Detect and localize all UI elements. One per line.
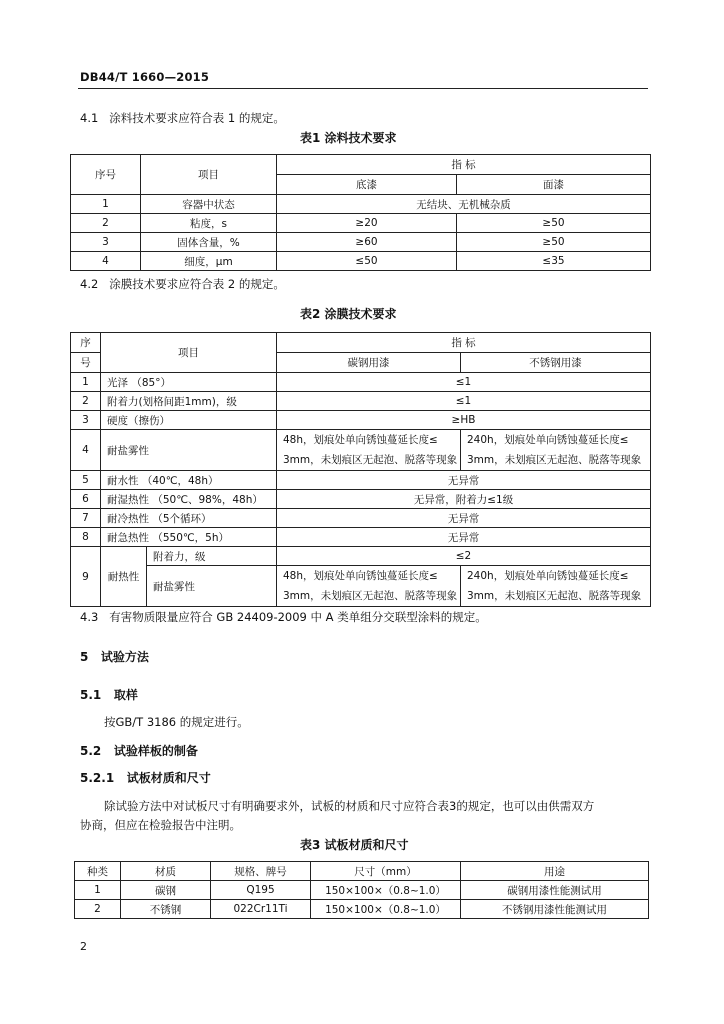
clause-4-3 — [80, 609, 487, 625]
t3-header-usage: 用途 — [461, 862, 649, 881]
cell-primer: ≤50 — [277, 252, 457, 271]
section-number: 5.1 — [80, 688, 102, 702]
t1-header-index: 指 标 — [277, 155, 651, 175]
cell-value: 无异常 — [277, 471, 651, 490]
t3-header-type: 种类 — [75, 862, 121, 881]
section-number: 5.2 — [80, 744, 102, 758]
cell-item: 容器中状态 — [141, 195, 277, 214]
t2-header-stainless: 不锈钢用漆 — [461, 353, 651, 373]
cell-item: 附着力(划格间距1mm)，级 — [101, 392, 277, 411]
section-5-2-1-body-line1: 除试验方法中对试板尺寸有明确要求外，试板的材质和尺寸应符合表3的规定，也可以由供需双方 — [104, 799, 595, 813]
clause-text: 涂膜技术要求应符合表 2 的规定。 — [109, 277, 285, 291]
table3-caption: 表3 试板材质和尺寸 — [300, 838, 409, 852]
section-title: 试验样板的制备 — [113, 744, 198, 758]
cell-seq: 2 — [71, 214, 141, 233]
clause-text: 涂料技术要求应符合表 1 的规定。 — [109, 111, 285, 125]
section-5-heading — [80, 648, 149, 665]
cell-usage: 不锈钢用漆性能测试用 — [461, 900, 649, 919]
table-row — [71, 252, 651, 271]
cell-text-line: 48h，划痕处单向锈蚀蔓延长度≤ — [283, 570, 438, 582]
page-number: 2 — [80, 940, 87, 953]
table1 — [70, 154, 651, 271]
table-header-row — [75, 862, 649, 881]
cell-value: 无异常，附着力≤1级 — [277, 490, 651, 509]
cell-item: 耐急热性 （550℃，5h） — [101, 528, 277, 547]
cell-seq: 8 — [71, 528, 101, 547]
table-row — [71, 214, 651, 233]
cell-value: ≤2 — [277, 547, 651, 566]
cell-stainless — [461, 430, 651, 471]
t2-header-seq-top: 序 — [71, 333, 101, 353]
table-row — [71, 430, 651, 471]
clause-number: 4.3 — [80, 610, 99, 624]
table3 — [74, 861, 649, 919]
cell-text-line: 3mm，未划痕区无起泡、脱落等现象 — [467, 590, 642, 602]
cell-subitem: 耐盐雾性 — [147, 566, 277, 607]
table-row — [71, 411, 651, 430]
section-number: 5 — [80, 650, 89, 664]
cell-seq: 3 — [71, 233, 141, 252]
cell-seq: 9 — [71, 547, 101, 607]
clause-text: 有害物质限量应符合 GB 24409-2009 中 A 类单组分交联型涂料的规定。 — [109, 610, 487, 624]
section-title: 试验方法 — [100, 650, 149, 664]
cell-topcoat: ≤35 — [457, 252, 651, 271]
cell-stainless — [461, 566, 651, 607]
cell-seq: 6 — [71, 490, 101, 509]
cell-item: 光泽 （85°） — [101, 373, 277, 392]
clause-4-2 — [80, 276, 285, 292]
table-row — [75, 900, 649, 919]
section-5-1-heading — [80, 686, 138, 703]
t3-header-grade: 规格、牌号 — [211, 862, 311, 881]
t2-header-index: 指 标 — [277, 333, 651, 353]
cell-usage: 碳钢用漆性能测试用 — [461, 881, 649, 900]
section-title: 试板材质和尺寸 — [126, 771, 211, 785]
section-title: 取样 — [113, 688, 138, 702]
cell-text-line: 3mm，未划痕区无起泡、脱落等现象 — [283, 590, 458, 602]
cell-seq: 1 — [71, 373, 101, 392]
cell-text-line: 48h，划痕处单向锈蚀蔓延长度≤ — [283, 434, 438, 446]
t2-header-item: 项目 — [101, 333, 277, 373]
cell-subitem: 附着力，级 — [147, 547, 277, 566]
cell-topcoat: ≥50 — [457, 233, 651, 252]
cell-item: 硬度（擦伤） — [101, 411, 277, 430]
table-row — [71, 195, 651, 214]
cell-item: 耐冷热性 （5个循环） — [101, 509, 277, 528]
cell-type: 2 — [75, 900, 121, 919]
cell-item: 细度，μm — [141, 252, 277, 271]
cell-carbon — [277, 430, 461, 471]
cell-seq: 1 — [71, 195, 141, 214]
cell-grade: Q195 — [211, 881, 311, 900]
section-5-2-1-body-line2: 协商，但应在检验报告中注明。 — [80, 818, 241, 832]
cell-seq: 5 — [71, 471, 101, 490]
cell-text-line: 3mm，未划痕区无起泡、脱落等现象 — [283, 454, 458, 466]
table-row — [71, 373, 651, 392]
cell-material: 碳钢 — [121, 881, 211, 900]
clause-4-1 — [80, 110, 285, 126]
table-row — [71, 547, 651, 566]
cell-material: 不锈钢 — [121, 900, 211, 919]
cell-primer: ≥20 — [277, 214, 457, 233]
t1-header-topcoat: 面漆 — [457, 175, 651, 195]
cell-value: 无结块、无机械杂质 — [277, 195, 651, 214]
t3-header-size: 尺寸（mm） — [311, 862, 461, 881]
cell-size: 150×100×（0.8~1.0） — [311, 900, 461, 919]
table-row — [71, 471, 651, 490]
cell-value: 无异常 — [277, 528, 651, 547]
cell-topcoat: ≥50 — [457, 214, 651, 233]
section-5-2-1-heading — [80, 769, 211, 786]
t1-header-seq: 序号 — [71, 155, 141, 195]
cell-size: 150×100×（0.8~1.0） — [311, 881, 461, 900]
cell-text-line: 240h，划痕处单向锈蚀蔓延长度≤ — [467, 434, 629, 446]
section-5-1-body: 按GB/T 3186 的规定进行。 — [104, 715, 249, 729]
cell-value: ≤1 — [277, 373, 651, 392]
standard-code: DB44/T 1660—2015 — [80, 70, 210, 84]
cell-seq: 4 — [71, 252, 141, 271]
clause-number: 4.2 — [80, 277, 99, 291]
cell-seq: 4 — [71, 430, 101, 471]
cell-item: 耐水性 （40℃，48h） — [101, 471, 277, 490]
t3-header-material: 材质 — [121, 862, 211, 881]
t1-header-item: 项目 — [141, 155, 277, 195]
table2 — [70, 332, 651, 607]
cell-text-line: 3mm，未划痕区无起泡、脱落等现象 — [467, 454, 642, 466]
cell-primer: ≥60 — [277, 233, 457, 252]
cell-carbon — [277, 566, 461, 607]
cell-item: 耐热性 — [101, 547, 147, 607]
cell-type: 1 — [75, 881, 121, 900]
table-row — [71, 490, 651, 509]
cell-grade: 022Cr11Ti — [211, 900, 311, 919]
table-row — [71, 528, 651, 547]
table-row — [71, 509, 651, 528]
table-row — [71, 392, 651, 411]
cell-value: ≤1 — [277, 392, 651, 411]
table1-caption: 表1 涂料技术要求 — [300, 131, 397, 145]
cell-text-line: 240h，划痕处单向锈蚀蔓延长度≤ — [467, 570, 629, 582]
cell-seq: 2 — [71, 392, 101, 411]
clause-number: 4.1 — [80, 111, 99, 125]
cell-item: 耐盐雾性 — [101, 430, 277, 471]
table-row — [75, 881, 649, 900]
cell-seq: 7 — [71, 509, 101, 528]
table-row — [71, 233, 651, 252]
cell-value: 无异常 — [277, 509, 651, 528]
t2-header-carbon: 碳钢用漆 — [277, 353, 461, 373]
t1-header-primer: 底漆 — [277, 175, 457, 195]
section-number: 5.2.1 — [80, 771, 115, 785]
cell-value: ≥HB — [277, 411, 651, 430]
table2-caption: 表2 涂膜技术要求 — [300, 307, 397, 321]
header-rule — [78, 88, 648, 89]
cell-item: 粘度，s — [141, 214, 277, 233]
t2-header-seq-bottom: 号 — [71, 353, 101, 373]
table-row — [71, 566, 651, 607]
cell-seq: 3 — [71, 411, 101, 430]
cell-item: 固体含量，% — [141, 233, 277, 252]
cell-item: 耐湿热性 （50℃、98%，48h） — [101, 490, 277, 509]
section-5-2-heading — [80, 742, 198, 759]
